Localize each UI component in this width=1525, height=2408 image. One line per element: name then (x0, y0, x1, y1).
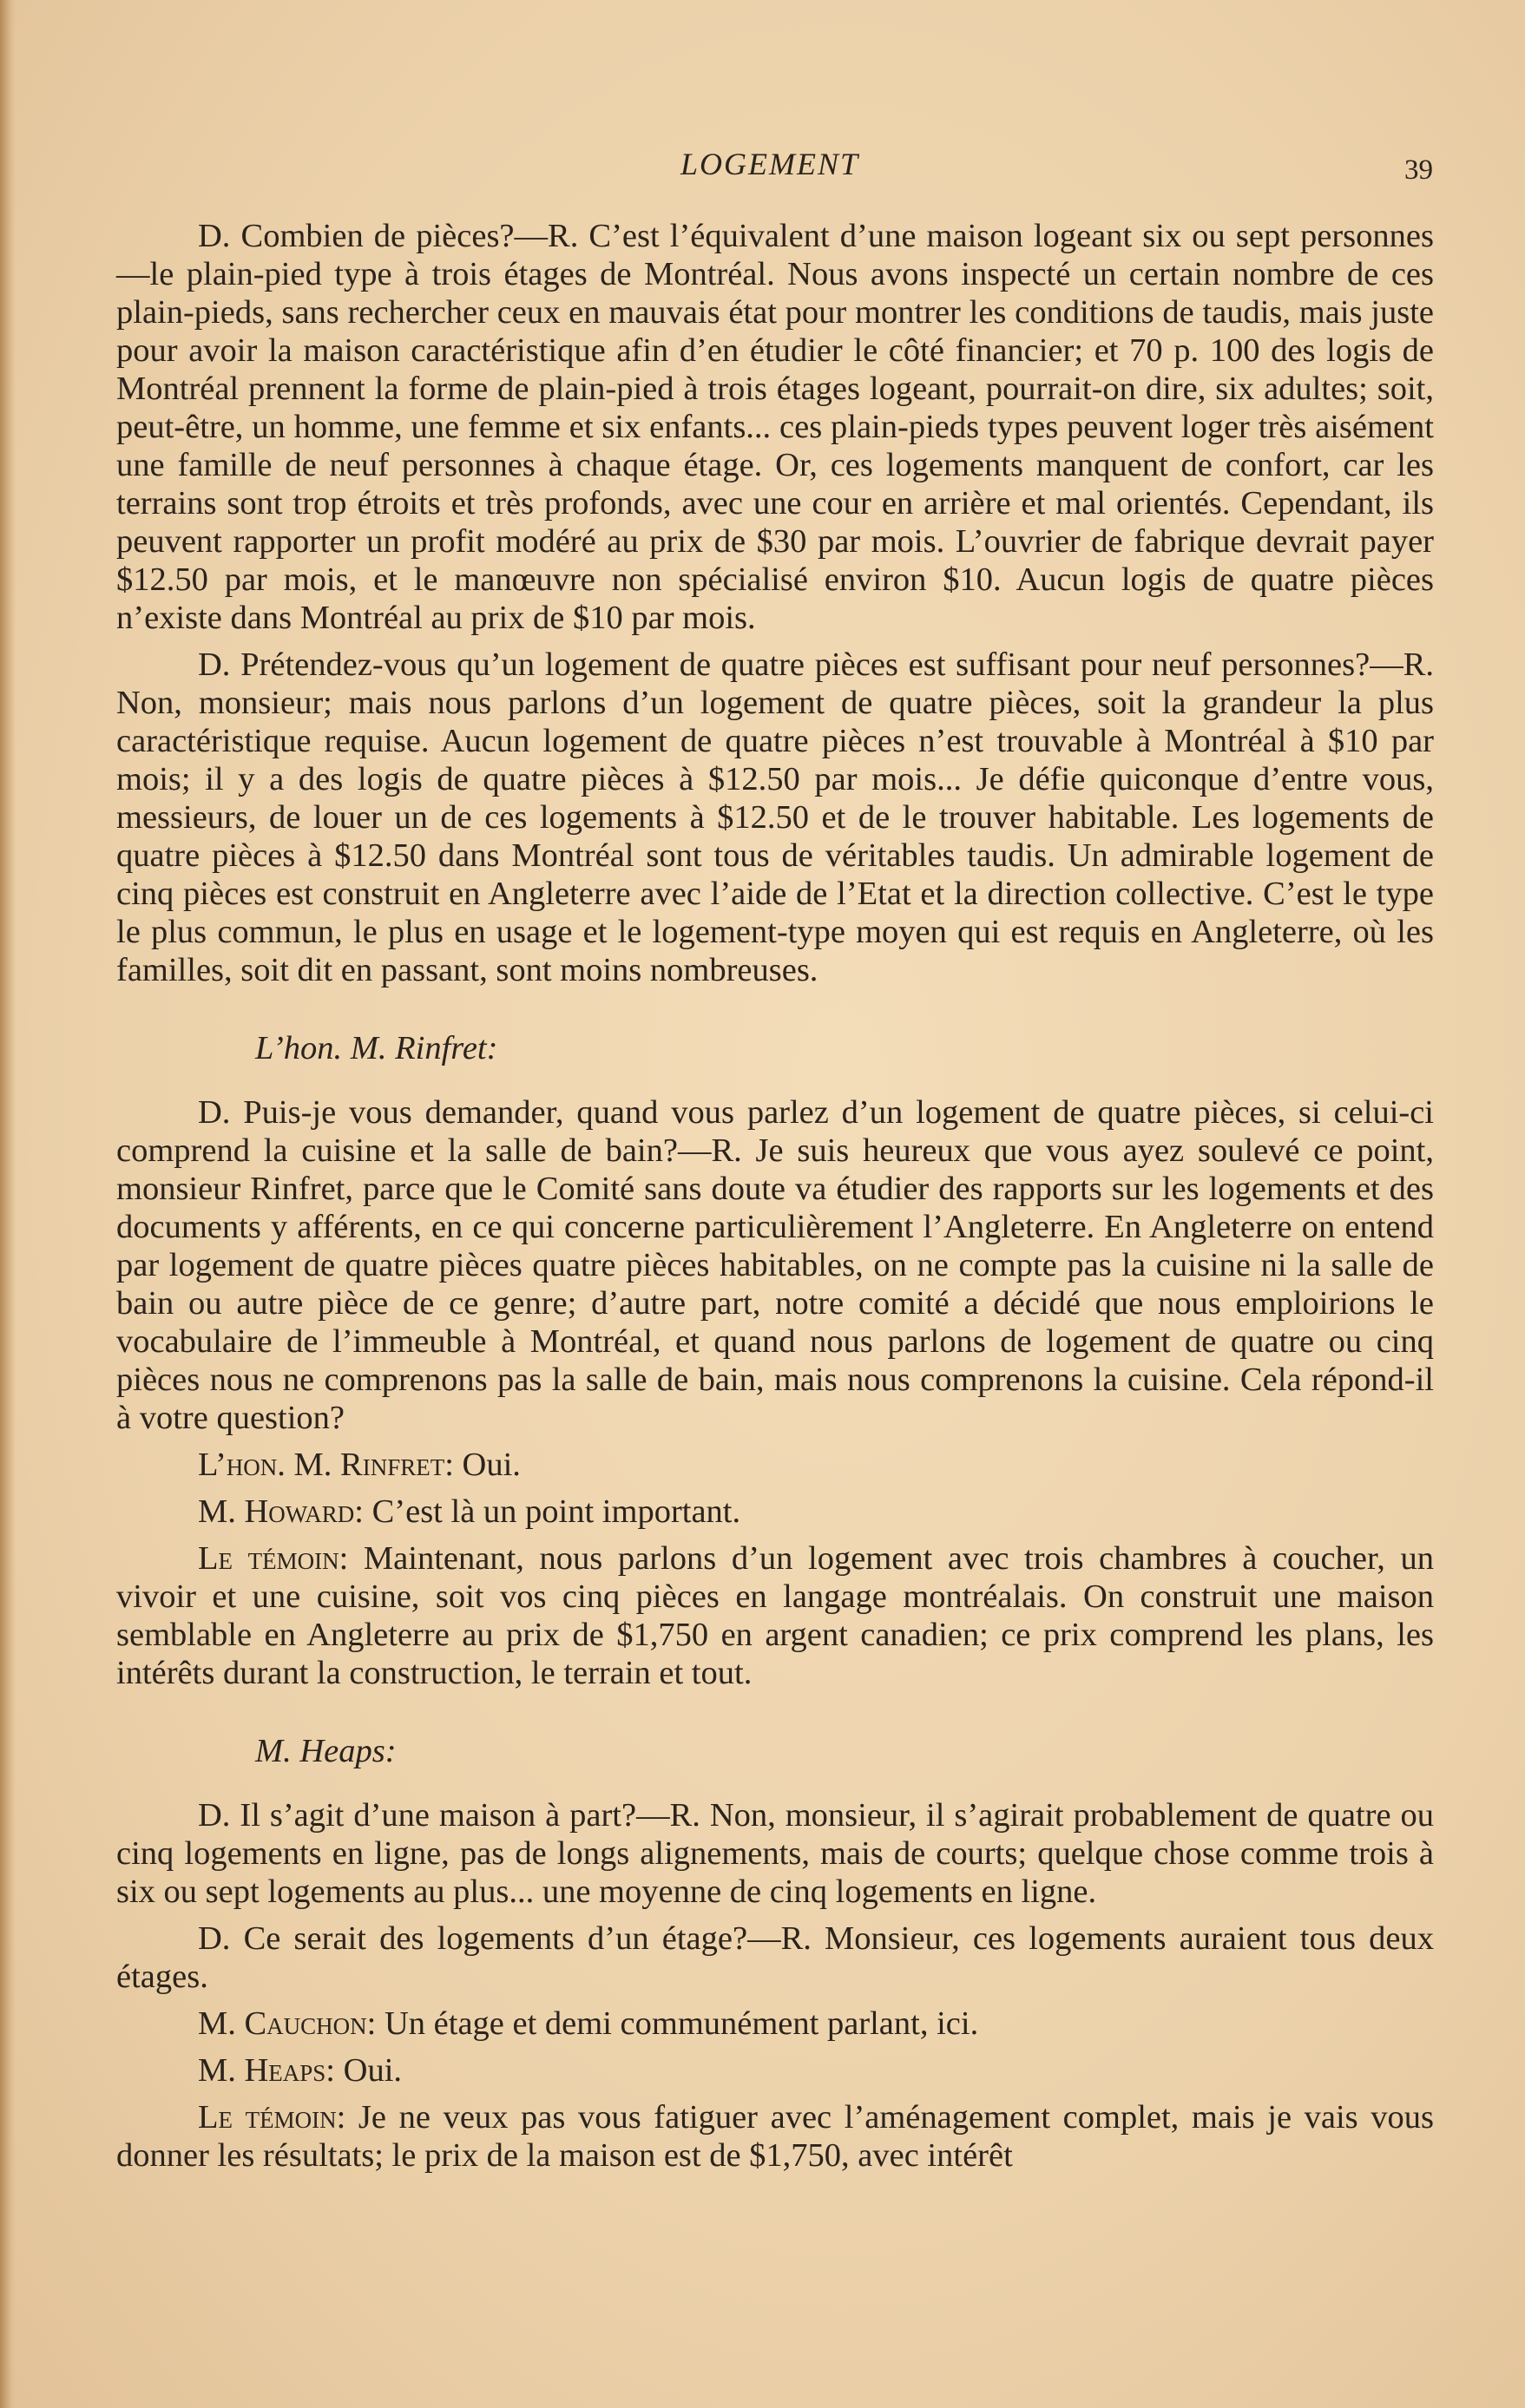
paragraph-2: D. Prétendez-vous qu’un logement de quatre pièces est suffisant pour neuf personnes?—R. Non, monsieur; mais nous parlons d’un logement de quatre pièces, soit la grandeur la plus caractéristique requise. Aucun logement de quatre pièces n’est trouvable à Montréal à $10 par mois; il y a des logis de quatre pièces à $12.50 par mois... Je défie quiconque d’entre vous, messieurs, de louer un de ces logements à $12.50 et de le trouver habitable. Les logements de quatre pièces à $12.50 dans Montréal sont tous de véritables taudis. Un admirable logement de cinq pièces est construit en Angleterre avec l’aide de l’Etat et la direction collective. C’est le type le plus commun, le plus en usage et le logement-type moyen qui est requis en Angleterre, où les familles, soit dit en passant, sont moins nombreuses. (116, 646, 1434, 988)
paragraph-6 (116, 1539, 1434, 1692)
paragraph-9 (116, 2004, 1434, 2043)
page-header (0, 146, 1525, 189)
page-edge-shadow (0, 0, 16, 2408)
speaker-name: M. Cauchon: (198, 2005, 377, 2042)
speaker-text: Un étage et demi communément parlant, ici. (376, 2005, 979, 2042)
speaker-text: C’est là un point important. (363, 1493, 741, 1530)
speaker-heading-heaps: M. Heaps: (255, 1733, 397, 1769)
paragraph-11 (116, 2098, 1434, 2175)
speaker-name: Le témoin: (198, 2099, 346, 2136)
speaker-text: Je ne veux pas vous fatiguer avec l’aménagement complet, mais je vais vous donner les résultats; le prix de la maison est de $1,750, avec intérêt (116, 2099, 1435, 2174)
page-number: 39 (1404, 154, 1433, 186)
paragraph-8: D. Ce serait des logements d’un étage?—R. Monsieur, ces logements auraient tous deux étages. (116, 1920, 1434, 1995)
paragraph-10 (116, 2051, 1434, 2090)
speaker-heading-rinfret: L’hon. M. Rinfret: (255, 1030, 498, 1066)
body-text (116, 217, 1434, 2175)
speaker-text: Oui. (453, 1447, 521, 1483)
paragraph-3: D. Puis-je vous demander, quand vous parlez d’un logement de quatre pièces, si celui-ci comprend la cuisine et la salle de bain?—R. Je suis heureux que vous ayez soulevé ce point, monsieur Rinfret, parce que le Comité sans doute va étudier des rapports sur les logements et des documents y afférents, en ce qui concerne particulièrement l’Angleterre. En Angleterre on entend par logement de quatre pièces quatre pièces habitables, on ne compte pas la cuisine ni la salle de bain ou autre pièce de ce genre; d’autre part, notre comité a décidé que nous emploirions le vocabulaire de l’immeuble à Montréal, et quand nous parlons de logement de quatre ou cinq pièces nous ne comprenons pas la salle de bain, mais nous comprenons la cuisine. Cela répond-il à votre question? (116, 1094, 1434, 1436)
speaker-text: Maintenant, nous parlons d’un logement avec trois chambres à coucher, un vivoir et une cuisine, soit vos cinq pièces en langage montréalais. On construit une maison semblable en Angleterre au prix de $1,750 en argent canadien; ce prix comprend les plans, les intérêts durant la construction, le terrain et tout. (116, 1540, 1434, 1691)
speaker-name: M. Howard: (198, 1493, 364, 1530)
speaker-name: L’hon. M. Rinfret: (198, 1447, 454, 1483)
speaker-name: M. Heaps: (198, 2052, 336, 2089)
paragraph-4 (116, 1446, 1434, 1484)
speaker-name: Le témoin: (198, 1540, 349, 1577)
paragraph-5 (116, 1493, 1434, 1531)
paragraph-1: D. Combien de pièces?—R. C’est l’équivalent d’une maison logeant six ou sept personnes—le plain-pied type à trois étages de Montréal. Nous avons inspecté un certain nombre de ces plain-pieds, sans rechercher ceux en mauvais état pour montrer les conditions de taudis, mais juste pour avoir la maison caractéristique afin d’en étudier le côté financier; et 70 p. 100 des logis de Montréal prennent la forme de plain-pied à trois étages logeant, pourrait-on dire, six adultes; soit, peut-être, un homme, une femme et six enfants... ces plain-pieds types peuvent loger très aisément une famille de neuf personnes à chaque étage. Or, ces logements manquent de confort, car les terrains sont trop étroits et très profonds, avec une cour en arrière et mal orientés. Cependant, ils peuvent rapporter un profit modéré au prix de $30 par mois. L’ouvrier de fabrique devrait payer $12.50 par mois, et le manœuvre non spécialisé environ $10. Aucun logis de quatre pièces n’existe dans Montréal au prix de $10 par mois. (116, 218, 1434, 636)
paragraph-7: D. Il s’agit d’une maison à part?—R. Non, monsieur, il s’agirait probablement de quatre ou cinq logements en ligne, pas de longs alignements, mais de courts; quelque chose comme trois à six ou sept logements au plus... une moyenne de cinq logements en ligne. (116, 1797, 1434, 1910)
speaker-text: Oui. (335, 2052, 403, 2089)
running-head: LOGEMENT (680, 147, 860, 181)
